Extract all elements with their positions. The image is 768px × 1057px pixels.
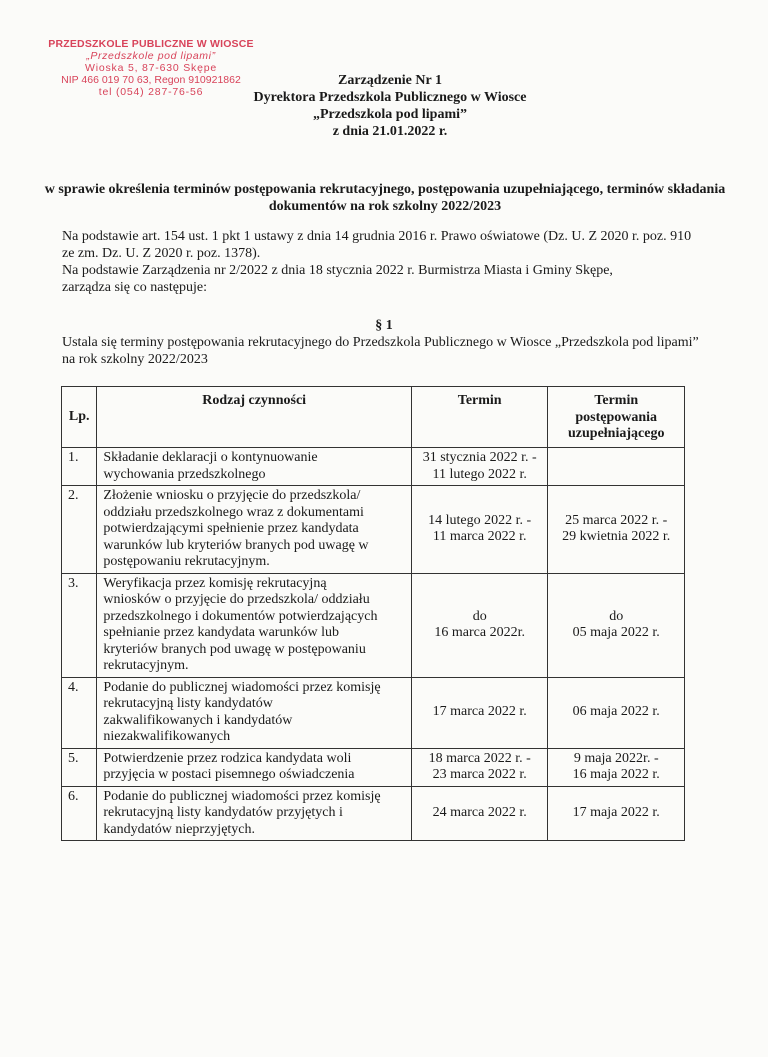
header-institution: „Przedszkola pod lipami” bbox=[312, 107, 467, 122]
row-term: 18 marca 2022 r. - 23 marca 2022 r. bbox=[411, 748, 548, 786]
row-term: 17 marca 2022 r. bbox=[411, 677, 548, 748]
document-subject: w sprawie określenia terminów postępowania rekrutacyjnego, postępowania uzupełniającego, terminów składania dokumentów na rok szkolny 2022/2023 bbox=[44, 182, 726, 214]
row-term: 14 lutego 2022 r. - 11 marca 2022 r. bbox=[411, 486, 548, 574]
row-term-supplementary: 17 maja 2022 r. bbox=[548, 786, 685, 841]
header-term: Termin bbox=[411, 387, 548, 448]
row-number: 2. bbox=[62, 486, 97, 574]
row-activity: Podanie do publicznej wiadomości przez komisję rekrutacyjną listy kandydatów przyjętych i kandydatów nieprzyjętych. bbox=[97, 786, 412, 841]
row-term: 31 stycznia 2022 r. - 11 lutego 2022 r. bbox=[411, 448, 548, 486]
document-header bbox=[200, 72, 580, 140]
stamp-line-4: NIP 466 019 70 63, Regon 910921862 bbox=[61, 74, 241, 86]
row-term-supplementary: 25 marca 2022 r. - 29 kwietnia 2022 r. bbox=[548, 486, 685, 574]
basis-paragraph-1: Na podstawie art. 154 ust. 1 pkt 1 ustawy z dnia 14 grudnia 2016 r. Prawo oświatowe (Dz. U. Z 2020 r. poz. 910 ze zm. Dz. U. Z 2020 r. poz. 1378). bbox=[62, 229, 692, 261]
basis-paragraph-3: zarządza się co następuje: bbox=[62, 280, 207, 295]
table-row bbox=[62, 786, 685, 841]
table-row bbox=[62, 748, 685, 786]
stamp-line-2: „Przedszkole pod lipami” bbox=[86, 50, 216, 62]
schedule-table bbox=[61, 386, 685, 841]
row-term: 24 marca 2022 r. bbox=[411, 786, 548, 841]
row-term-supplementary: 9 maja 2022r. - 16 maja 2022 r. bbox=[548, 748, 685, 786]
header-lp: Lp. bbox=[62, 387, 97, 448]
row-number: 6. bbox=[62, 786, 97, 841]
section-title: § 1 bbox=[375, 318, 393, 333]
header-date: z dnia 21.01.2022 r. bbox=[332, 124, 448, 139]
table-row bbox=[62, 573, 685, 677]
row-number: 3. bbox=[62, 573, 97, 677]
section-intro: Ustala się terminy postępowania rekrutacyjnego do Przedszkola Publicznego w Wiosce „Przedszkola pod lipami” na rok szkolny 2022/2023 bbox=[62, 335, 699, 367]
row-activity: Potwierdzenie przez rodzica kandydata woli przyjęcia w postaci pisemnego oświadczenia bbox=[97, 748, 412, 786]
stamp-line-1: PRZEDSZKOLE PUBLICZNE W WIOSCE bbox=[48, 38, 254, 50]
document-title: Zarządzenie Nr 1 bbox=[338, 73, 442, 88]
row-activity: Składanie deklaracji o kontynuowanie wychowania przedszkolnego bbox=[97, 448, 412, 486]
table-row bbox=[62, 486, 685, 574]
header-issuer: Dyrektora Przedszkola Publicznego w Wiosce bbox=[253, 90, 527, 105]
row-number: 5. bbox=[62, 748, 97, 786]
stamp-line-3: Wioska 5, 87-630 Skępe bbox=[85, 62, 217, 74]
table-header-row bbox=[62, 387, 685, 448]
row-activity: Weryfikacja przez komisję rekrutacyjną wniosków o przyjęcie do przedszkola/ oddziału przedszkolnego i dokumentów potwierdzających spełnianie przez kandydata warunków lub kryteriów branych pod uwagę w postępowaniu rekrutacyjnym. bbox=[97, 573, 412, 677]
legal-basis bbox=[62, 228, 702, 296]
header-term-supplementary: Termin postępowania uzupełniającego bbox=[548, 387, 685, 448]
table-row bbox=[62, 677, 685, 748]
basis-paragraph-2: Na podstawie Zarządzenia nr 2/2022 z dnia 18 stycznia 2022 r. Burmistrza Miasta i Gminy Skępe, bbox=[62, 263, 613, 278]
row-number: 1. bbox=[62, 448, 97, 486]
header-activity: Rodzaj czynności bbox=[97, 387, 412, 448]
stamp-line-5: tel (054) 287-76-56 bbox=[98, 86, 204, 98]
row-term: do 16 marca 2022r. bbox=[411, 573, 548, 677]
row-term-supplementary bbox=[548, 448, 685, 486]
row-term-supplementary: 06 maja 2022 r. bbox=[548, 677, 685, 748]
row-activity: Podanie do publicznej wiadomości przez komisję rekrutacyjną listy kandydatów zakwalifikowanych i kandydatów niezakwalifikowanych bbox=[97, 677, 412, 748]
table-row bbox=[62, 448, 685, 486]
row-term-supplementary: do 05 maja 2022 r. bbox=[548, 573, 685, 677]
row-activity: Złożenie wniosku o przyjęcie do przedszkola/ oddziału przedszkolnego wraz z dokumentami potwierdzającymi spełnienie przez kandydata warunków lub kryteriów branych pod uwagę w postępowaniu rekrutacyjnym. bbox=[97, 486, 412, 574]
row-number: 4. bbox=[62, 677, 97, 748]
